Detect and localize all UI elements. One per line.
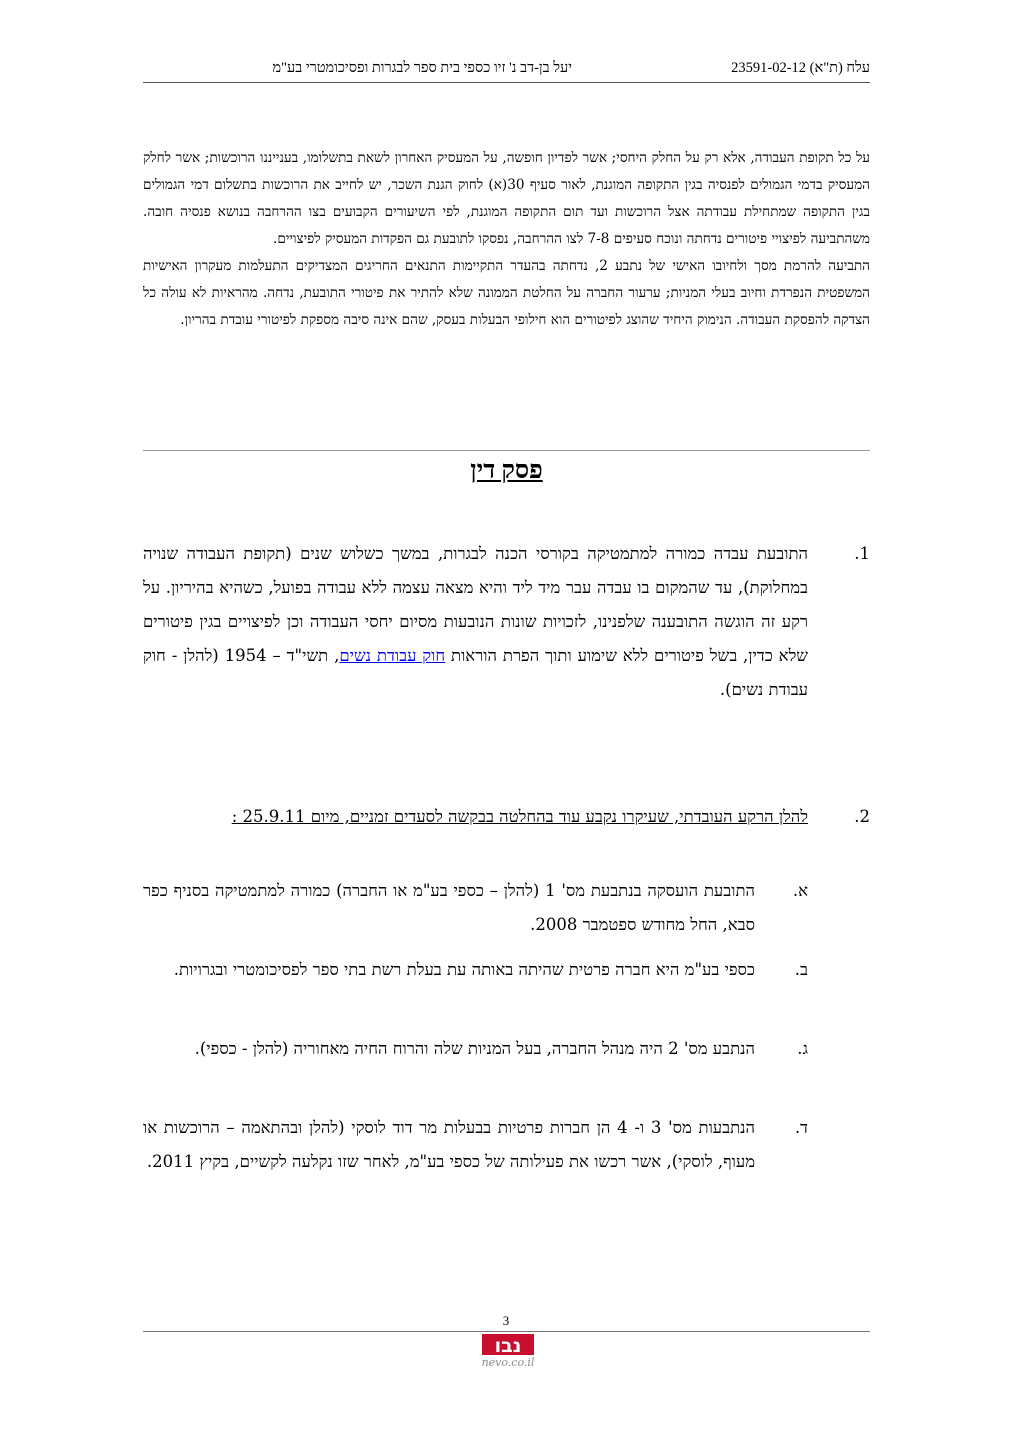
- case-parties: יעל בן-דב נ' זיו כספי בית ספר לבגרות ופסיכומטרי בע"מ: [272, 60, 572, 76]
- summary-paragraph: התביעה להרמת מסך ולחיובו האישי של נתבע 2, נדחתה בהעדר התקיימות התנאים החריגים המצדיקים התעלמות מעקרון האישיות המשפטית הנפרדת וחיוב בעלי המניות; ערעור החברה על החלטת הממונה שלא להתיר את פיטורי התובעת, נדחה. מהראיות לא עולה כל הצדקה להפסקת העבודה. הנימוק היחיד שהוצג לפיטורים הוא חילופי הבעלות בעסק, שהם אינה סיבה מספקת לפיטורי עובדת בהריון.: [143, 258, 871, 328]
- sub-paragraph-text: כספי בע"מ היא חברה פרטית שהיתה באותה עת בעלת רשת בתי ספר לפסיכומטרי ובגרויות.: [173, 960, 755, 979]
- law-link[interactable]: חוק עבודת נשים: [339, 646, 446, 665]
- page-number: 3: [502, 1313, 510, 1328]
- logo-text: נבו: [494, 1335, 522, 1357]
- sub-paragraph-letter: ב.: [794, 960, 808, 979]
- sub-paragraph-text: הנתבע מס' 2 היה מנהל החברה, בעל המניות שלה והרוח החיה מאחוריה (להלן - כספי).: [194, 1039, 755, 1058]
- case-summary: [143, 145, 870, 334]
- case-number: עלח (ת"א) 23591-02-12: [731, 60, 870, 76]
- footer-divider: [143, 1331, 870, 1332]
- logo-domain: nevo.co.il: [481, 1356, 535, 1369]
- sub-paragraph-letter: ד.: [794, 1118, 808, 1137]
- paragraph-text-part: התובעת עבדה כמורה למתמטיקה בקורסי הכנה לבגרות, במשך כשלוש שנים (תקופת העבודה שנויה במחלוקת), עד שהמקום בו עבדה עבר מיד ליד והיא מצאה עצמה ללא עבודה בפועל, כשהיא בהיריון. על רקע זה הוגשה התובענה שלפנינו, לזכויות שונות הנובעות מסיום יחסי העבודה וכן לפיצויים בגין פיטורים שלא כדין, בשל פיטורים ללא שימוע ותוך הפרת הוראות: [143, 544, 808, 665]
- paragraph-text-part: , תשי"ד – 1954 (להלן - חוק עבודת נשים).: [143, 646, 808, 699]
- sub-paragraph-text: הנתבעות מס' 3 ו- 4 הן חברות פרטיות בבעלות מר דוד לוסקי (להלן ובהתאמה – הרוכשות או מעוף, לוסקי), אשר רכשו את פעילותה של כספי בע"מ, לאחר שזו נקלעה לקשיים, בקיץ 2011.: [143, 1118, 756, 1171]
- section-heading-text: להלן הרקע העובדתי, שעיקרו נקבע עוד בהחלטה בבקשה לסעדים זמניים, מיום 25.9.11 :: [231, 807, 808, 826]
- sub-paragraph-text: התובעת הועסקה בנתבעת מס' 1 (להלן – כספי בע"מ או החברה) כמורה למתמטיקה בסניף כפר סבא, החל מחודש ספטמבר 2008.: [143, 881, 755, 934]
- summary-divider: [143, 450, 870, 451]
- sub-paragraph-letter: ג.: [797, 1039, 808, 1058]
- paragraph-number: 2.: [854, 807, 870, 826]
- section-heading: [143, 800, 808, 834]
- page-title: פסק דין: [470, 457, 543, 484]
- paragraph-number: 1.: [854, 544, 870, 563]
- summary-paragraph: על כל תקופת העבודה, אלא רק על החלק היחסי; אשר לפדיון חופשה, על המעסיק האחרון לשאת בתשלומו, בענייננו הרוכשות; אשר לחלק המעסיק בדמי הגמולים לפנסיה בגין התקופה המוגנת, לאור סעיף 30(א) לחוק הגנת השכר, יש לחייב את הרוכשות בתשלום דמי הגמולים בגין התקופה שמתחילת עבודתה אצל הרוכשות ועד תום התקופה המוגנת, לפי השיעורים הקבועים בצו ההרחבה בנושא פנסיה חובה. משהתביעה לפיצויי פיטורים נדחתה ונוכח סעיפים 7-8 לצו ההרחבה, נפסקו לתובעת גם הפקדות המעסיק לפיצויים.: [143, 150, 870, 247]
- sub-paragraph-letter: א.: [792, 881, 808, 900]
- nevo-logo-icon: [468, 1333, 548, 1369]
- page-header: [143, 58, 870, 83]
- paragraph-text: [143, 537, 808, 707]
